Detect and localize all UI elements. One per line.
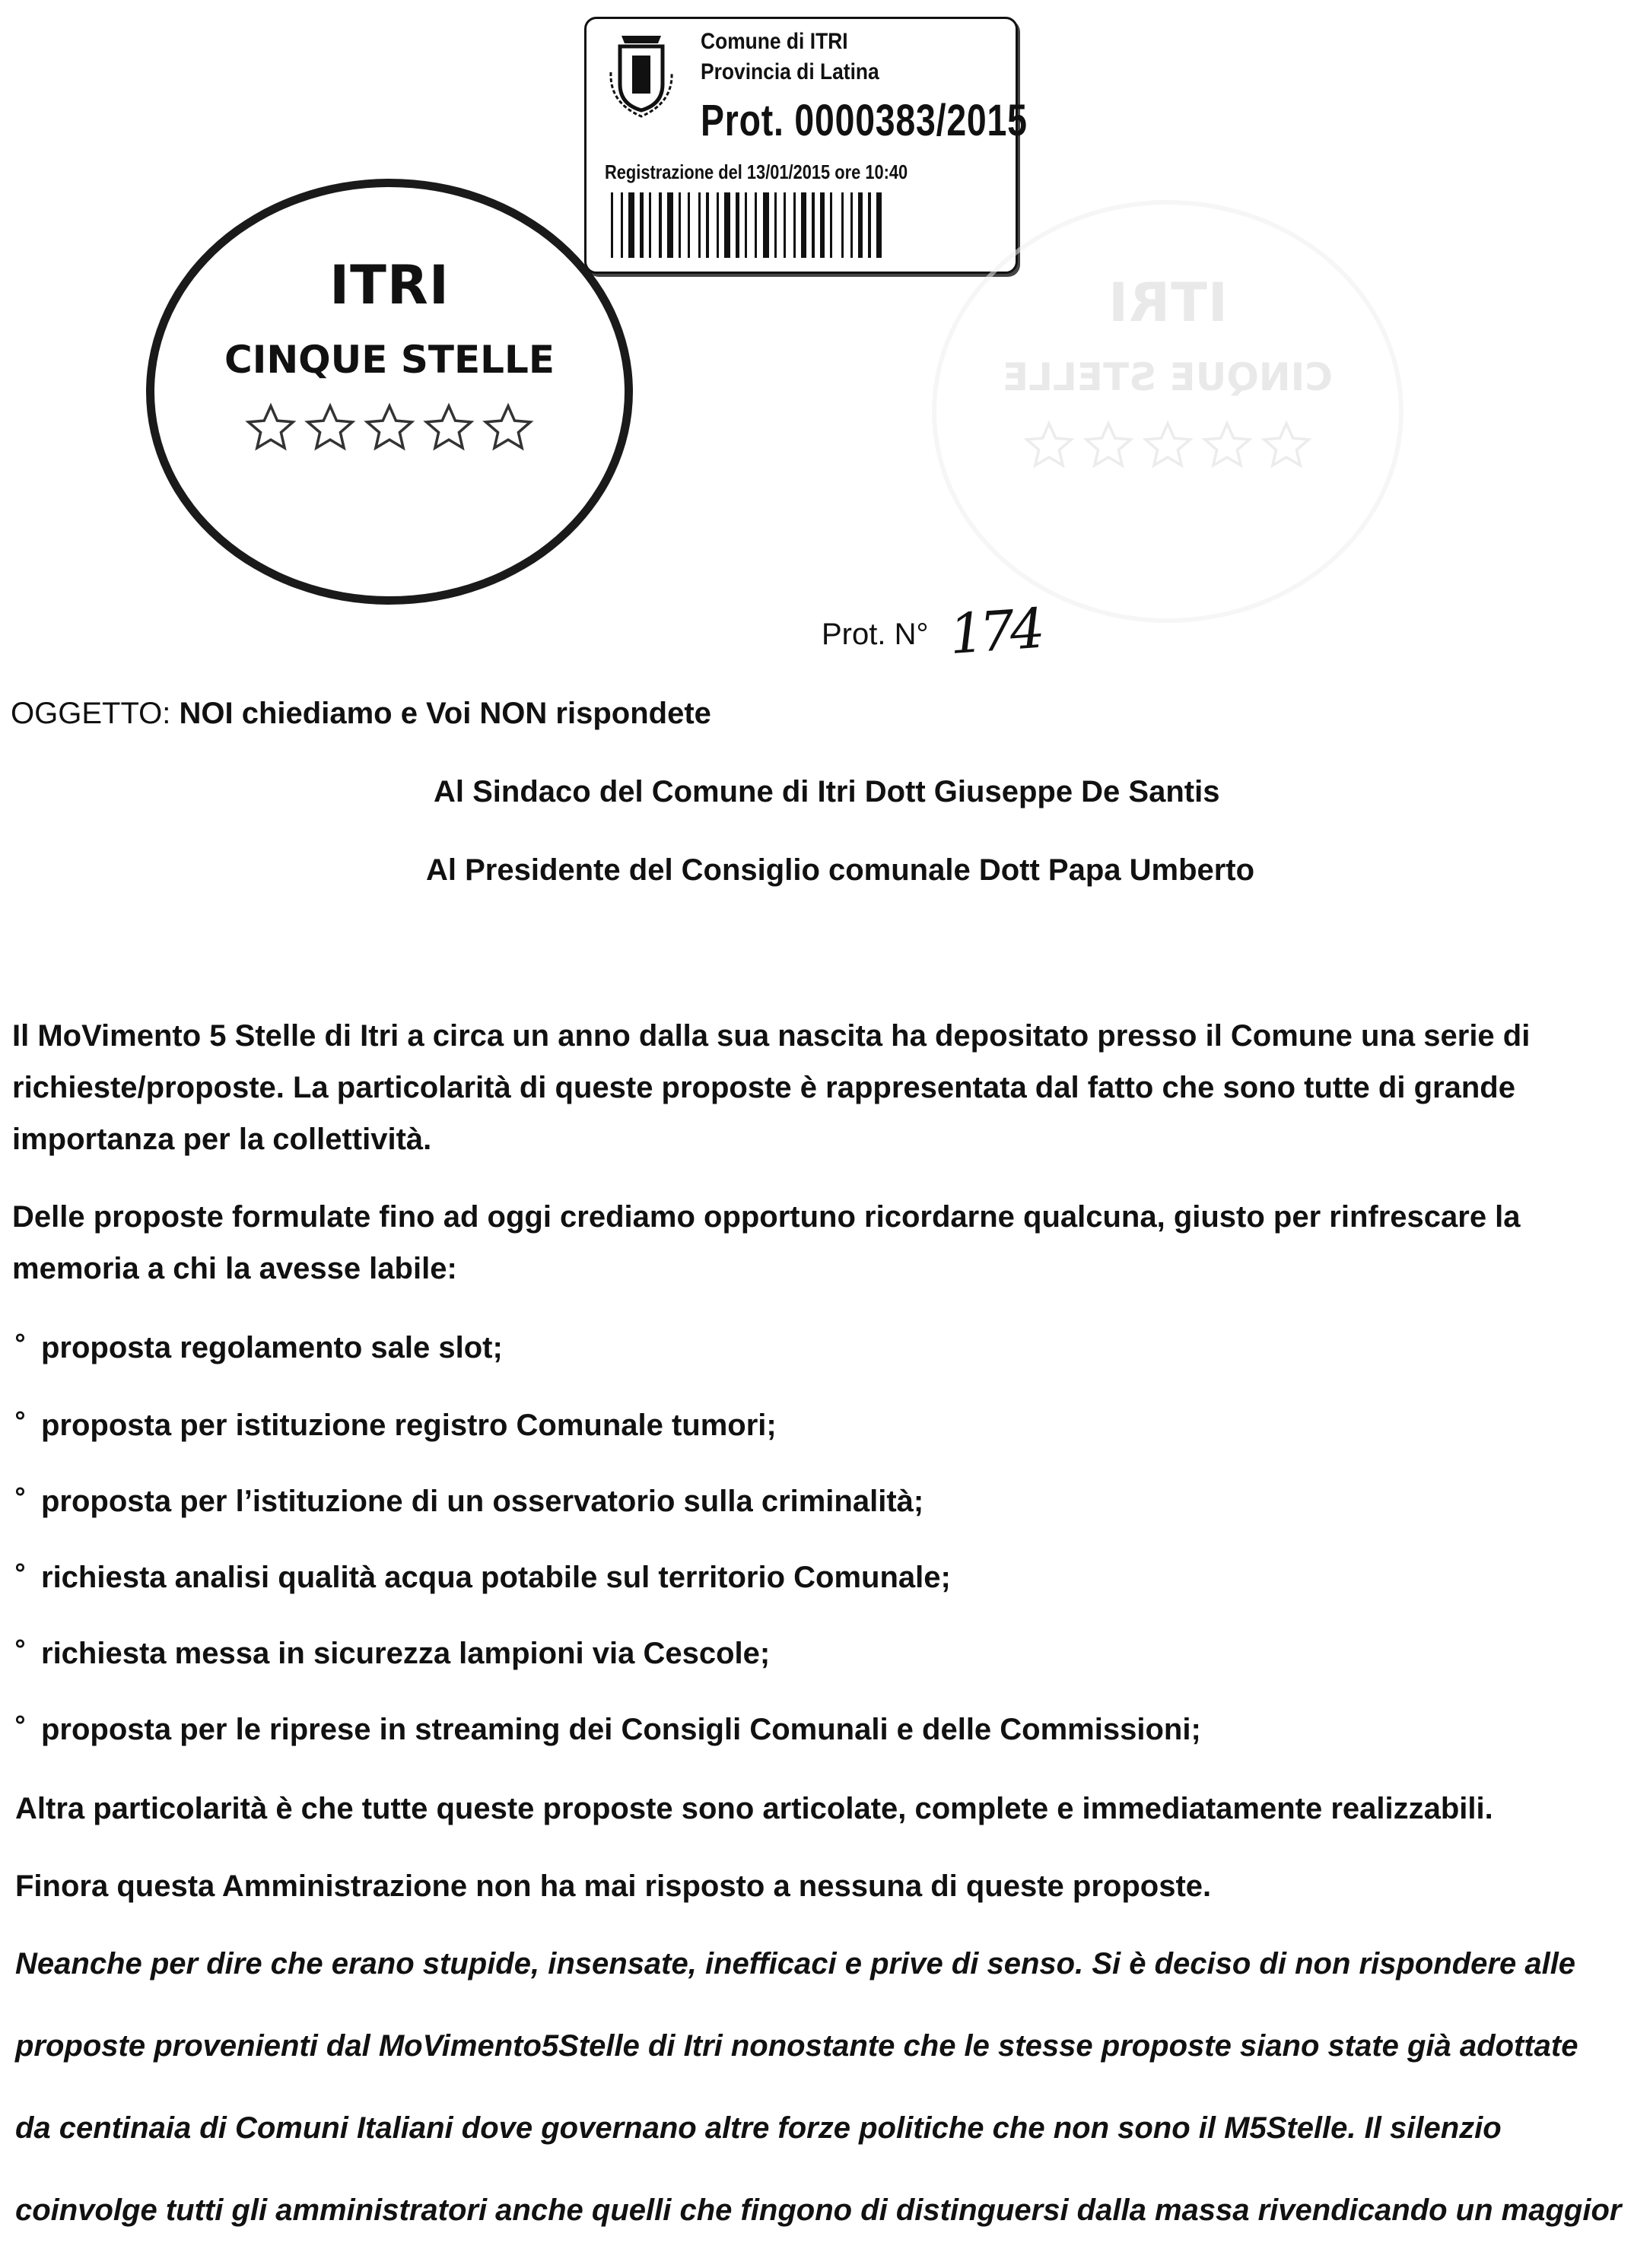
paragraph2-line2: memoria a chi la avesse labile: <box>12 1252 457 1285</box>
barcode-bar <box>611 192 613 258</box>
star-icon <box>421 402 476 455</box>
barcode-bar <box>830 192 832 258</box>
stamp-protocol-number: Prot. 0000383/2015 <box>701 96 1028 145</box>
paragraph1-line3: importanza per la collettività. <box>12 1123 432 1156</box>
barcode-bar <box>679 192 681 258</box>
barcode-bar <box>706 192 709 258</box>
proposal-item: richiesta messa in sicurezza lampioni via Cescole; <box>41 1637 771 1670</box>
paragraph5-line3: da centinaia di Comuni Italiani dove governano altre forze politiche che non sono il M5Stelle. Il silenzio <box>15 2111 1502 2145</box>
paragraph3: Altra particolarità è che tutte queste proposte sono articolate, complete e immediatamente realizzabili. <box>15 1792 1493 1825</box>
paragraph2-line1: Delle proposte formulate fino ad oggi crediamo opportuno ricordarne qualcuna, giusto per rinfrescare la <box>12 1200 1521 1234</box>
barcode-bar <box>763 192 769 258</box>
protocol-label: Prot. N° <box>822 618 929 651</box>
logo-subtitle: CINQUE STELLE <box>224 338 555 382</box>
paragraph5-line2: proposte provenienti dal MoVimento5Stelle di Itri nonostante che le stesse proposte siano state già adottate <box>15 2029 1578 2063</box>
paragraph4: Finora questa Amministrazione non ha mai risposto a nessuna di queste proposte. <box>15 1869 1212 1903</box>
bullet-icon: ° <box>14 1483 27 1514</box>
barcode-bar <box>812 192 815 258</box>
proposal-item: proposta per istituzione registro Comunale tumori; <box>41 1409 777 1442</box>
barcode-bar <box>850 192 853 258</box>
stamp-office <box>701 27 879 87</box>
barcode-bar <box>755 192 757 258</box>
protocol-handwritten-number: 174 <box>947 596 1043 667</box>
m5s-itri-logo <box>146 179 633 605</box>
barcode-bar <box>774 192 777 258</box>
barcode-bar <box>621 192 623 258</box>
bullet-icon: ° <box>14 1711 27 1742</box>
stamp-registration: Registrazione del 13/01/2015 ore 10:40 <box>605 160 908 183</box>
star-icon <box>1081 419 1136 472</box>
barcode-bar <box>649 192 651 258</box>
bullet-icon: ° <box>14 1329 27 1360</box>
ghost-logo-stars <box>936 419 1399 472</box>
recipient-mayor: Al Sindaco del Comune di Itri Dott Giuseppe De Santis <box>434 775 1220 808</box>
star-icon <box>303 402 358 455</box>
barcode-bar <box>820 192 825 258</box>
bullet-icon: ° <box>14 1559 27 1590</box>
star-icon <box>362 402 417 455</box>
paragraph5-line1: Neanche per dire che erano stupide, insensate, inefficaci e prive di senso. Si è deciso di non rispondere alle <box>15 1947 1576 1981</box>
barcode-bar <box>698 192 701 258</box>
barcode-bar <box>659 192 662 258</box>
logo-stars <box>154 402 625 455</box>
barcode-bar <box>745 192 747 258</box>
stamp-office-line2: Provincia di Latina <box>701 59 879 84</box>
m5s-itri-logo-ghost <box>932 200 1404 623</box>
recipient-council-president: Al Presidente del Consiglio comunale Dott Papa Umberto <box>426 853 1255 887</box>
protocol-stamp <box>584 17 1028 274</box>
barcode-bar <box>724 192 730 258</box>
proposal-item: richiesta analisi qualità acqua potabile sul territorio Comunale; <box>41 1561 951 1594</box>
subject-label: OGGETTO: <box>11 697 171 730</box>
barcode-bar <box>841 192 844 258</box>
barcode-bar <box>876 192 882 258</box>
paragraph5-line4: coinvolge tutti gli amministratori anche quelli che fingono di distinguersi dalla massa rivendicando un maggior <box>15 2193 1622 2227</box>
barcode-bar <box>801 192 806 258</box>
logo-title: ITRI <box>329 254 450 316</box>
stamp-office-line1: Comune di ITRI <box>701 29 848 54</box>
subject-line <box>11 697 711 731</box>
proposal-item: proposta per l’istituzione di un osservatorio sulla criminalità; <box>41 1485 924 1518</box>
star-icon <box>1022 419 1076 472</box>
barcode-bar <box>628 192 634 258</box>
bullet-icon: ° <box>14 1407 27 1437</box>
ghost-logo-title: ITRI <box>1108 272 1228 334</box>
star-icon <box>243 402 298 455</box>
bullet-icon: ° <box>14 1635 27 1666</box>
star-icon <box>1200 419 1254 472</box>
barcode-bar <box>640 192 644 258</box>
subject-text: NOI chiediamo e Voi NON rispondete <box>179 697 711 730</box>
proposal-item: proposta regolamento sale slot; <box>41 1331 503 1364</box>
barcode-bar <box>858 192 863 258</box>
star-icon <box>1140 419 1195 472</box>
municipal-seal-icon <box>606 27 676 125</box>
barcode-bar <box>717 192 719 258</box>
ghost-logo-subtitle: CINQUE STELLE <box>1003 355 1333 399</box>
barcode-bar <box>784 192 786 258</box>
barcode-icon <box>609 192 993 258</box>
barcode-bar <box>793 192 796 258</box>
barcode-bar <box>667 192 673 258</box>
barcode-bar <box>688 192 690 258</box>
barcode-bar <box>868 192 871 258</box>
paragraph1-line2: richieste/proposte. La particolarità di queste proposte è rappresentata dal fatto che sono tutte di grande <box>12 1071 1515 1104</box>
star-icon <box>1259 419 1314 472</box>
paragraph1-line1: Il MoVimento 5 Stelle di Itri a circa un anno dalla sua nascita ha depositato presso il Comune una serie di <box>12 1019 1531 1053</box>
proposal-item: proposta per le riprese in streaming dei Consigli Comunali e delle Commissioni; <box>41 1713 1201 1746</box>
ghost-logo-content <box>936 272 1399 472</box>
barcode-bar <box>736 192 739 258</box>
star-icon <box>481 402 536 455</box>
